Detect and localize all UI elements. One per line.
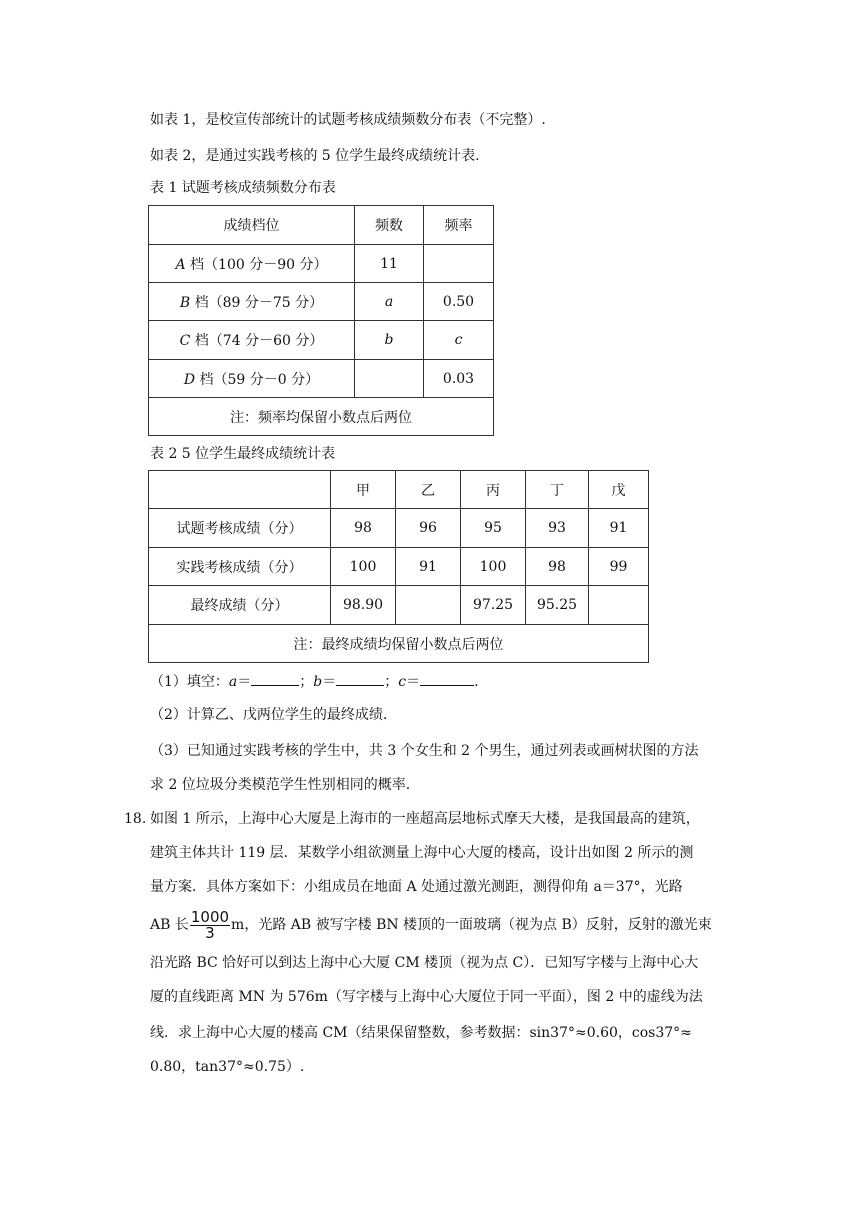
table2-cell: 95.25: [526, 586, 589, 625]
table-row: [149, 321, 494, 360]
q1-blank-b: [336, 671, 384, 686]
q1-prefix: （1）填空：: [150, 674, 229, 690]
q1-blank-a: [251, 671, 299, 686]
problem-18-line-8: 0.80，tan37°≈0.75）.: [150, 1059, 305, 1075]
table2-row-label: 实践考核成绩（分）: [149, 548, 331, 586]
table1-freq-cell: b: [355, 321, 424, 360]
problem-18-line-1: 如图 1 所示，上海中心大厦是上海市的一座超高层地标式摩天大楼，是我国最高的建筑，: [150, 811, 700, 827]
question-1: （1）填空：a＝ ；b＝ ；c＝ .: [150, 671, 479, 692]
table2-cell: 93: [526, 509, 589, 548]
table2-note: 注：最终成绩均保留小数点后两位: [149, 625, 649, 663]
table-row: [149, 360, 494, 398]
table1-grade-cell: B 档（89 分－75 分）: [149, 283, 355, 321]
problem-18-line-3: 量方案．具体方案如下：小组成员在地面 A 处通过激光测距，测得仰角 a＝37°，光路: [150, 879, 683, 895]
table2-cell: 99: [589, 548, 649, 586]
table2-cell: 98.90: [331, 586, 396, 625]
table1-freq-cell: 11: [355, 245, 424, 283]
table1-freq-cell: a: [355, 283, 424, 321]
table2-cell: 97.25: [461, 586, 526, 625]
table1-rate-cell: [424, 245, 494, 283]
table2-cell: 100: [331, 548, 396, 586]
table-row: [149, 283, 494, 321]
problem-18-line-2: 建筑主体共计 119 层．某数学小组欲测量上海中心大厦的楼高，设计出如图 2 所示的测: [150, 845, 694, 861]
question-3-line-1: （3）已知通过实践考核的学生中，共 3 个女生和 2 个男生，通过列表或画树状图的方法: [150, 743, 699, 759]
question-2: （2）计算乙、戊两位学生的最终成绩.: [150, 707, 388, 723]
table1-header-freq: 频数: [355, 206, 424, 245]
fraction: $\frac{1000}{3}$: [190, 907, 230, 942]
table2-header-student: 丁: [526, 471, 589, 509]
table1-grade-cell: A 档（100 分－90 分）: [149, 245, 355, 283]
table2-cell: 95: [461, 509, 526, 548]
problem-18-line-4: AB 长 $\frac{1000}{3}$ m，光路 AB 被写字楼 BN 楼顶的一面玻璃（视为点 B）反射，反射的激光束: [150, 907, 712, 942]
table1-note: 注：频率均保留小数点后两位: [149, 398, 494, 436]
table2-caption: 表 2 5 位学生最终成绩统计表: [150, 446, 336, 462]
table2-row-label: 最终成绩（分）: [149, 586, 331, 625]
table1-caption: 表 1 试题考核成绩频数分布表: [150, 180, 336, 196]
table2-cell: [396, 586, 461, 625]
table1-grade-cell: D 档（59 分－0 分）: [149, 360, 355, 398]
table2-cell: 100: [461, 548, 526, 586]
q1-var-c: c: [398, 674, 407, 690]
table-row: [149, 509, 649, 548]
table1-freq-cell: [355, 360, 424, 398]
table1-grade-cell: C 档（74 分－60 分）: [149, 321, 355, 360]
problem-18-line-5: 沿光路 BC 恰好可以到达上海中心大厦 CM 楼顶（视为点 C）．已知写字楼与上海中心大: [150, 955, 699, 971]
table2-header-student: 戊: [589, 471, 649, 509]
table2-cell: [589, 586, 649, 625]
table-row: [149, 245, 494, 283]
table2-header-blank: [149, 471, 331, 509]
table-row: [149, 586, 649, 625]
table1-header-grade: 成绩档位: [149, 206, 355, 245]
table2-header-student: 丙: [461, 471, 526, 509]
table2-row-label: 试题考核成绩（分）: [149, 509, 331, 548]
table2: [148, 470, 649, 663]
intro-line-2: 如表 2，是通过实践考核的 5 位学生最终成绩统计表.: [150, 148, 480, 164]
intro-line-1: 如表 1，是校宣传部统计的试题考核成绩频数分布表（不完整）.: [150, 112, 546, 128]
table2-cell: 96: [396, 509, 461, 548]
table1: [148, 205, 494, 436]
q1-var-b: b: [313, 674, 323, 690]
table2-cell: 91: [589, 509, 649, 548]
table1-rate-cell: 0.50: [424, 283, 494, 321]
problem-18-line-6: 厦的直线距离 MN 为 576m（写字楼与上海中心大厦位于同一平面），图 2 中的虚线为法: [150, 989, 703, 1005]
table2-header-student: 甲: [331, 471, 396, 509]
table1-rate-cell: c: [424, 321, 494, 360]
problem-18-line-7: 线．求上海中心大厦的楼高 CM（结果保留整数，参考数据：sin37°≈0.60，cos37°≈: [150, 1025, 692, 1041]
q1-var-a: a: [228, 674, 238, 690]
table2-header-student: 乙: [396, 471, 461, 509]
table2-cell: 91: [396, 548, 461, 586]
table1-rate-cell: 0.03: [424, 360, 494, 398]
question-3-line-2: 求 2 位垃圾分类模范学生性别相同的概率.: [150, 777, 411, 793]
table-row: [149, 548, 649, 586]
table2-cell: 98: [331, 509, 396, 548]
q1-blank-c: [420, 671, 474, 686]
table1-header-rate: 频率: [424, 206, 494, 245]
table2-cell: 98: [526, 548, 589, 586]
problem-18-number: 18.: [124, 811, 147, 827]
